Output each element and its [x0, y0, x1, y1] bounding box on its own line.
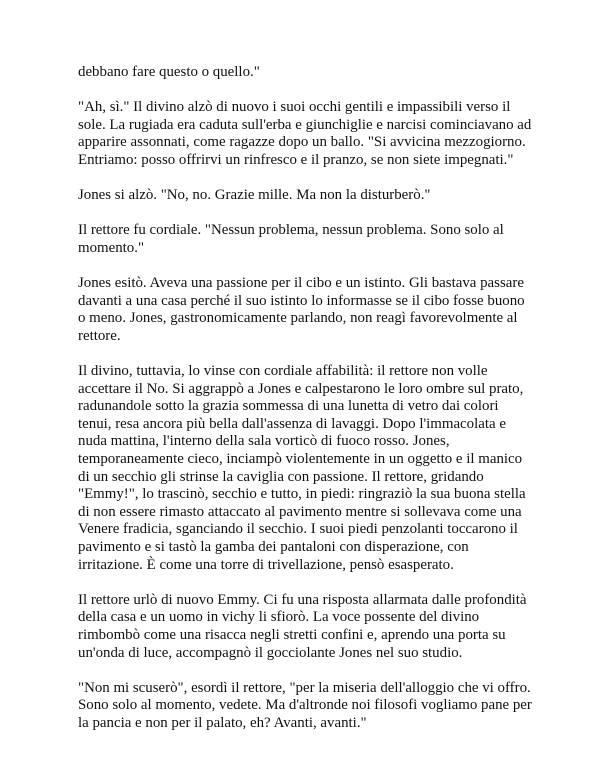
paragraph [78, 275, 558, 345]
text-line: "Ah, sì." Il divino alzò di nuovo i suoi occhi gentili e impassibili verso il [78, 99, 511, 116]
text-line: Jones si alzò. "No, no. Grazie mille. Ma non la disturberò." [78, 187, 431, 204]
text-line: un'onda di luce, accompagnò il gocciolante Jones nel suo studio. [78, 644, 463, 661]
body-text [78, 64, 558, 750]
text-line: Il rettore fu cordiale. "Nessun problema, nessun problema. Sono solo al [78, 222, 504, 239]
text-line: debbano fare questo o quello." [78, 64, 260, 80]
text-line: sole. La rugiada era caduta sull'erba e giunchiglie e narcisi cominciavano ad [78, 116, 532, 133]
paragraph [78, 222, 558, 257]
text-line: momento." [78, 239, 145, 256]
text-line: di un secchio gli strinse la caviglia con passione. Il rettore, gridando [78, 468, 484, 485]
text-line: la pancia e non per il palato, eh? Avanti, avanti." [78, 714, 367, 731]
text-line: tenui, resa ancora più bella dall'assenza di lavaggi. Dopo l'immacolata e [78, 415, 506, 432]
paragraph [78, 680, 558, 733]
text-line: della casa e un uomo in vichy li sfiorò. La voce possente del divino [78, 609, 480, 626]
text-line: pavimento e si tastò la gamba dei pantaloni con disperazione, con [78, 539, 469, 556]
text-line: davanti a una casa perché il suo istinto lo informasse se il cibo fosse buono [78, 292, 525, 309]
text-line: radunandole sotto la grazia sommessa di una lunetta di vetro dai colori [78, 398, 499, 415]
text-line: nuda mattina, l'interno della sala vorticò di fuoco rosso. Jones, [78, 433, 450, 450]
text-line: accettare il No. Si aggrappò a Jones e calpestarono le loro ombre sul prato, [78, 380, 524, 397]
text-line: Venere fradicia, sganciando il secchio. I suoi piedi penzolanti toccarono il [78, 521, 518, 538]
paragraph [78, 363, 558, 574]
text-line: irritazione. È come una torre di trivellazione, pensò esasperato. [78, 556, 454, 573]
text-line: rettore. [78, 327, 121, 344]
paragraph [78, 187, 558, 205]
paragraph [78, 99, 558, 169]
text-line: rimbombò come una risacca negli stretti confini e, aprendo una porta su [78, 627, 506, 643]
paragraph [78, 592, 558, 662]
text-line: temporaneamente cieco, inciampò violentemente in un oggetto e il manico [78, 451, 523, 468]
text-line: di non essere rimasto attaccato al pavimento mentre si sollevava come una [78, 503, 522, 520]
text-line: Jones esitò. Aveva una passione per il cibo e un istinto. Gli bastava passare [78, 275, 524, 292]
text-line: Sono solo al momento, vedete. Ma d'altronde noi filosofi vogliamo pane per [78, 697, 532, 714]
text-line: Entriamo: posso offrirvi un rinfresco e il pranzo, se non siete impegnati." [78, 151, 514, 168]
text-line: Il rettore urlò di nuovo Emmy. Ci fu una risposta allarmata dalle profondità [78, 591, 527, 608]
text-line: o meno. Jones, gastronomicamente parlando, non reagì favorevolmente al [78, 310, 518, 327]
paragraph [78, 64, 558, 82]
text-line: apparire assonnati, come ragazze dopo un ballo. "Si avvicina mezzogiorno. [78, 134, 526, 151]
text-line: Il divino, tuttavia, lo vinse con cordiale affabilità: il rettore non volle [78, 363, 488, 380]
text-line: "Non mi scuserò", esordì il rettore, "per la miseria dell'alloggio che vi offro. [78, 679, 531, 696]
text-line: "Emmy!", lo trascinò, secchio e tutto, in piedi: ringraziò la sua buona stella [78, 486, 526, 503]
